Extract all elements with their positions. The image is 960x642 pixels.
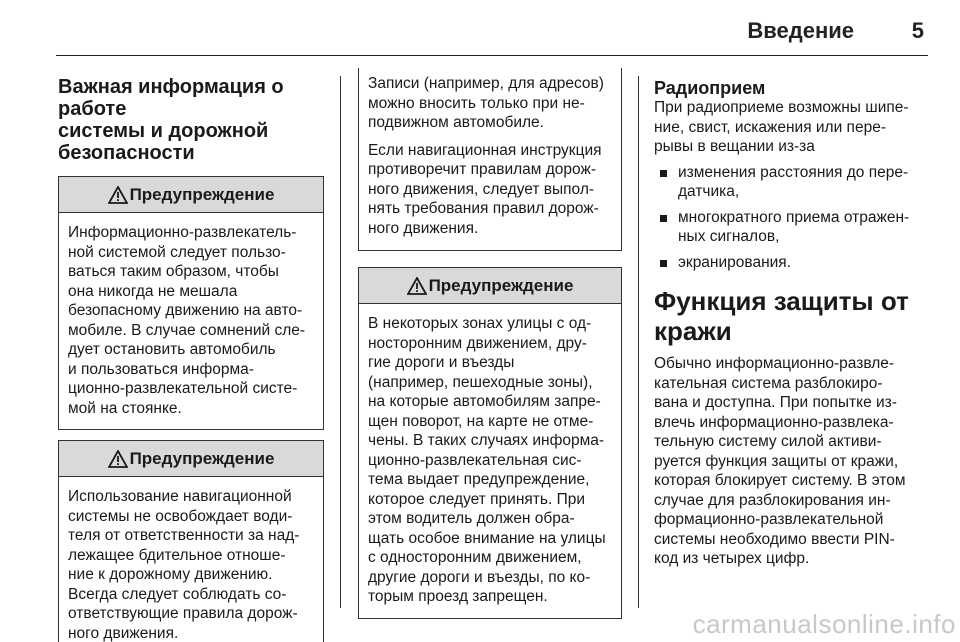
bullet-square-icon: [660, 215, 667, 222]
page-header: [56, 0, 928, 56]
list-item: [654, 163, 932, 202]
page-number: 5: [911, 18, 924, 43]
column-1: [58, 70, 324, 642]
warning-title: Предупреждение: [428, 275, 574, 295]
section-heading-theft-protection: Функция защиты от кражи: [654, 286, 909, 346]
note-paragraph-2: Если навигационная инструкция противоречит правилам дорож- ного движения, следует выпол- нять требования правил дорож- ного движения.: [368, 141, 602, 237]
column-2: [358, 70, 622, 619]
warning-text: Использование навигационной системы не освобождает води- теля от ответственности за над- лежащее бдительное отноше- ние к дорожному движению. Всегда следует соблюдать со- ответствующие правила дорож- ного движения.: [68, 488, 300, 642]
section-heading-safety: Важная информация о работе системы и дорожной безопасности: [58, 76, 284, 164]
column-3: [654, 70, 932, 569]
bullet-square-icon: [660, 260, 667, 267]
list-item: [654, 208, 932, 247]
warning-header: [59, 177, 323, 213]
warning-triangle-icon: [108, 186, 128, 204]
section-heading-radio: Радиоприем: [654, 78, 766, 98]
list-item-text: изменения расстояния до пере- датчика,: [678, 163, 909, 200]
column-divider-1: [340, 76, 341, 608]
warning-box-1: [58, 176, 324, 430]
list-item: [654, 253, 932, 273]
column-divider-2: [638, 76, 639, 608]
page-title: Введение: [747, 18, 854, 43]
radio-paragraph: При радиоприеме возможны шипе- ние, свист, искажения или пере- рывы в вещании из-за: [654, 99, 909, 155]
warning-header: [359, 268, 621, 304]
warning-triangle-icon: [407, 277, 427, 295]
theft-paragraph: Обычно информационно-развле- кательная система разблокиро- вана и доступна. При попытке из- влечь информационно-развлека- тельную систему силой активи- руется функция защиты от кражи, которая блокирует систему. В этом случае для разблокирования ин- формационно-развлекательной системы необходимо ввести PIN- код из четырех цифр.: [654, 355, 906, 567]
warning-header: [59, 441, 323, 477]
note-paragraph-1: Записи (например, для адресов) можно вносить только при не- подвижном автомобиле.: [368, 75, 604, 131]
note-box: [358, 68, 622, 251]
warning-title: Предупреждение: [129, 448, 275, 468]
warning-box-3: [358, 267, 622, 619]
warning-title: Предупреждение: [129, 184, 275, 204]
watermark-text: carmanualsonline.info: [692, 609, 956, 639]
warning-text: В некоторых зонах улицы с од- носторонним движением, дру- гие дороги и въезды (например, пешеходные зоны), на которые автомобилям запре- щен поворот, на карте не отме- чены. В таких случаях информа- ционно-развлекательная сис- тема выдает предупреждение, которое следует принять. При этом водитель должен обра- щать особое внимание на улицы с односторонним движением, другие дороги и въезды, по ко- торым проезд запрещен.: [368, 315, 606, 605]
warning-box-2: [58, 440, 324, 642]
bullet-square-icon: [660, 170, 667, 177]
list-item-text: экранирования.: [678, 253, 791, 271]
warning-text: Информационно-развлекатель- ной системой следует пользо- ваться таким образом, чтобы она никогда не мешала безопасному движению на авто- мобиле. В случае сомнений сле- дует остановить автомобиль и пользоваться информа- ционно-развлекательной систе- мой на стоянке.: [68, 224, 306, 417]
radio-bullet-list: [654, 163, 932, 273]
warning-triangle-icon: [108, 450, 128, 468]
list-item-text: многократного приема отражен- ных сигналов,: [678, 208, 910, 245]
